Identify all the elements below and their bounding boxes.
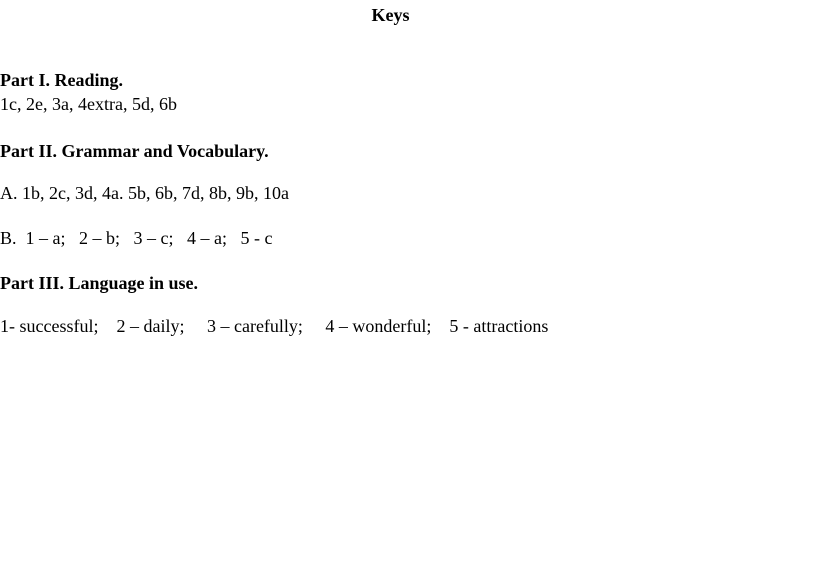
part2-heading: Part II. Grammar and Vocabulary. [0,141,269,161]
part3-answers: 1- successful; 2 – daily; 3 – carefully; 4 – wonderful; 5 - attractions [0,316,549,336]
part2-section-b-answers: B. 1 – a; 2 – b; 3 – c; 4 – a; 5 - c [0,228,273,248]
page-title: Keys [371,5,410,25]
part1-heading: Part I. Reading. [0,70,123,90]
part3-heading: Part III. Language in use. [0,273,199,293]
part2-section-a-answers: A. 1b, 2c, 3d, 4a. 5b, 6b, 7d, 8b, 9b, 10a [0,183,289,203]
part1-answers: 1c, 2e, 3a, 4extra, 5d, 6b [0,94,177,114]
